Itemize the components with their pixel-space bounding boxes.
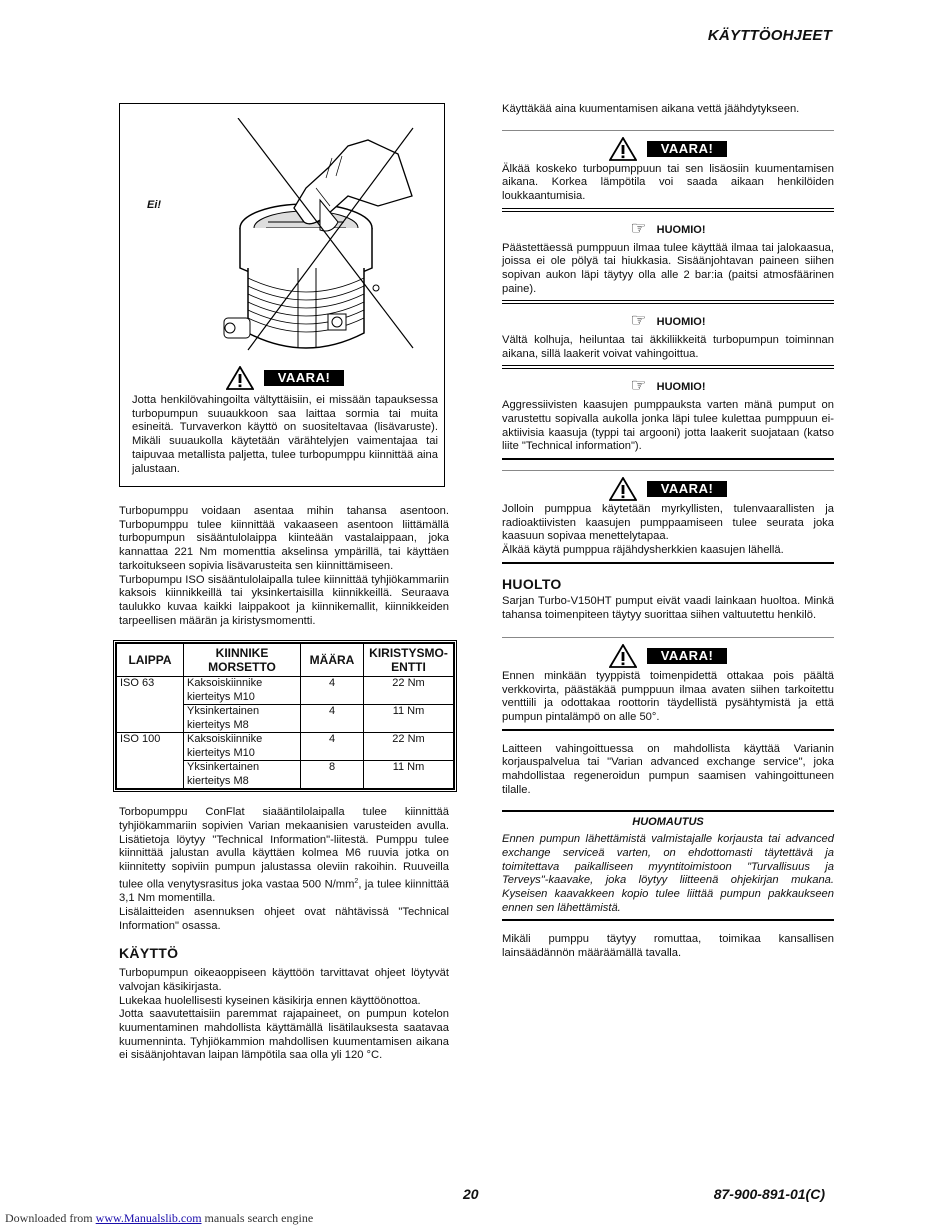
table-cell-type: Kaksoiskiinnike kierteitys M10 — [184, 677, 301, 705]
kaytto-para-2: Lukekaa huolellisesti kyseinen käsikirja ennen käyttöönottoa. — [119, 994, 421, 1007]
ei-label: Ei! — [147, 199, 162, 211]
divider — [502, 458, 834, 460]
table-cell-torque: 11 Nm — [364, 705, 454, 733]
table-cell-type: Yksinkertainen kierteitys M8 — [184, 761, 301, 789]
warning-triangle-icon — [609, 137, 637, 161]
note-2-text: Vältä kolhuja, heiluntaa tai äkkiliikkeitä turbopumpun toiminnan aikana, sillä laakerit voivat vahingoittua. — [502, 334, 834, 360]
table-header-flange: LAIPPA — [117, 644, 184, 677]
kaytto-para-3: Jotta saavutettaisiin paremmat rajapaineet, on pumpun kotelon kuumentaminen mahdollista käyttämällä lisätilauksesta saatavaa kuumenninta. Tyhjiökammion mahdollisen kuumentamisen aikana ei sisäänjohtavan laipan lämpötila saa olla yli 120 °C. — [119, 1008, 449, 1062]
left-column — [119, 103, 449, 1063]
note-2-header — [502, 310, 834, 330]
superscript: 2 — [354, 877, 359, 885]
huolto-text: Sarjan Turbo-V150HT pumput eivät vaadi lainkaan huoltoa. Minkä tahansa toimenpiteen täytyy suorittaa siihen valtuutettu henkilö. — [502, 595, 834, 622]
download-prefix: Downloaded from — [5, 1211, 96, 1225]
warning-badge: VAARA! — [264, 370, 345, 386]
divider — [502, 810, 834, 812]
download-notice — [5, 1211, 313, 1226]
pointing-hand-icon: ☞ — [630, 217, 647, 238]
pump-figure — [119, 103, 445, 487]
divider — [502, 729, 834, 731]
table-cell-qty: 4 — [301, 705, 364, 733]
divider — [502, 365, 834, 369]
note-label: HUOMIO! — [656, 316, 706, 329]
note-label: HUOMIO! — [656, 381, 706, 394]
disposal-text: Mikäli pumppu täytyy romuttaa, toimikaa kansallisen lainsäädännön määräämällä tavalla. — [502, 933, 834, 960]
warning-1-text: Älkää koskeko turbopumppuun tai sen lisäosiin kuumentamisen aikana. Korkea lämpötila voi saada aikaan henkilöiden loukkaantumisia. — [502, 162, 834, 203]
table-row — [117, 733, 454, 761]
left-para-1: Turbopumppu voidaan asentaa mihin tahansa asentoon. Turbopumppu tulee kiinnittää vakaaseen asentoon liittämällä turbopumpun sisääntulolaippa kiinteään vastalaippaan, joka kannattaa 221 Nm momenttia akselinsa ympärillä, tai käyttäen tarkoitukseen sopivia lisävarusteita sen kiinnittämiseen. — [119, 505, 449, 572]
huomautus-text: Ennen pumpun lähettämistä valmistajalle korjausta tai advanced exchange serviceä varten, on ehdottomasti täytettävä ja toimitettava paikalliseen myyntitoimistoon "Turvallisuus ja Terveys"-kaavake, joka löytyy liitteenä ohjekirjan mukana. Kyseisen kaavakkeen kopio tulee liittää pumpun pakkaukseen ennen sen lähettämistä. — [502, 833, 834, 914]
table-cell-torque: 22 Nm — [364, 733, 454, 761]
figure-warning — [132, 366, 438, 476]
kaytto-para-1: Turbopumpun oikeaoppiseen käyttöön tarvittavat ohjeet löytyvät valvojan käsikirjasta. — [119, 967, 449, 993]
left-para-2: Turbopumpu ISO sisääntulolaipalla tulee kiinnittää tyhjiökammariin kaksois kiinnikkeillä tai yksinkertaisilla kiinnikkeillä. Seuraava taulukko kuvaa kaikki laippakoot ja kiinnikemallit, kiinnikkeiden tarpeellisen määrän ja kiristysmomentti. — [119, 573, 449, 627]
divider — [502, 130, 834, 131]
divider — [502, 300, 834, 304]
figure-warning-text: Jotta henkilövahingoilta vältyttäisiin, ei missään tapauksessa turbopumpun suuaukkoon saa laittaa sormia tai muita esineitä. Turvaverkon käyttö on suositeltavaa (lisävaruste). Mikäli suuaukolla käytetään värähtelyjen vaimentajaa tai taipuvaa metallista paljetta, tulee turbopumppu kiinnittää aina jalustaan. — [132, 394, 438, 475]
table-header-qty: MÄÄRA — [301, 644, 364, 677]
varian-service-text: Laitteen vahingoittuessa on mahdollista käyttää Varianin korjauspalvelua tai "Varian advanced exchange service", joka mahdollistaa regeneroidun pumpun saamisen vahingoittuneen tilalle. — [502, 742, 834, 796]
warning-badge: VAARA! — [647, 481, 728, 497]
pointing-hand-icon: ☞ — [630, 375, 647, 396]
pump-illustration — [208, 118, 418, 358]
table-header-clamp: KIINNIKE MORSETTO — [184, 644, 301, 677]
table-header-torque: KIRISTYSMO-ENTTI — [364, 644, 454, 677]
divider — [502, 919, 834, 921]
table-cell-qty: 4 — [301, 733, 364, 761]
table-row — [117, 677, 454, 705]
divider — [502, 562, 834, 564]
left-para-3-b: , ja tulee kiinnittää 3,1 Nm momentilla. — [119, 878, 449, 905]
warning-3-header — [502, 644, 834, 668]
warning-triangle-icon — [226, 366, 254, 390]
section-title-kaytto: KÄYTTÖ — [119, 945, 179, 962]
divider — [502, 637, 834, 638]
right-intro: Käyttäkää aina kuumentamisen aikana vettä jäähdytykseen. — [502, 103, 800, 115]
note-label: HUOMIO! — [656, 223, 706, 236]
left-para-4: Lisälaitteiden asennuksen ohjeet ovat nähtävissä "Technical Information" osassa. — [119, 905, 449, 932]
warning-2-header — [502, 477, 834, 501]
note-3-header — [502, 375, 834, 395]
note-1-text: Päästettäessä pumppuun ilmaa tulee käyttää ilmaa tai jalokaasua, joissa ei ole pölyä tai hiukkasia. Sisäänjohtavan paineen siihen sopivan aukon läpi täytyy olla alle 2 bar:ia (paitsi atmosfäärinen paine). — [502, 241, 834, 295]
page-header-title: KÄYTTÖOHJEET — [707, 27, 832, 44]
table-cell-qty: 8 — [301, 761, 364, 789]
section-title-huolto: HUOLTO — [502, 575, 562, 592]
download-suffix: manuals search engine — [201, 1211, 314, 1225]
divider — [502, 208, 834, 212]
table-cell-torque: 11 Nm — [364, 761, 454, 789]
warning-1-header — [502, 137, 834, 161]
table-cell-torque: 22 Nm — [364, 677, 454, 705]
table-cell-flange: ISO 100 — [117, 733, 184, 789]
document-number: 87-900-891-01(C) — [713, 1186, 825, 1202]
right-column — [502, 103, 834, 961]
warning-badge: VAARA! — [647, 648, 728, 664]
manualslib-link[interactable]: www.Manualslib.com — [95, 1211, 202, 1225]
warning-badge: VAARA! — [647, 141, 728, 157]
warning-2-text-2: Älkää käytä pumppua räjähdysherkkien kaasujen lähellä. — [502, 544, 784, 557]
huomautus-title: HUOMAUTUS — [632, 815, 704, 828]
page-number: 20 — [463, 1186, 479, 1202]
warning-2-text-1: Jolloin pumppua käytetään myrkyllisten, tulenvaarallisten ja radioaktiivisten kaasujen pumppaamiseen tulee seurata joka kaasuun sopivaa menettelytapaa. — [502, 502, 834, 543]
note-1-header — [502, 218, 834, 238]
table-cell-flange: ISO 63 — [117, 677, 184, 733]
figure-warning-header — [132, 366, 438, 390]
table-cell-qty: 4 — [301, 677, 364, 705]
divider — [502, 470, 834, 471]
warning-triangle-icon — [609, 644, 637, 668]
table-cell-type: Yksinkertainen kierteitys M8 — [184, 705, 301, 733]
warning-3-text: Ennen minkään tyyppistä toimenpidettä ottakaa pois päältä verkkovirta, päästäkää pumppuun ilmaa avaten siihen tarkoitettu venttiili ja odottakaa roottorin täydellistä pysähtymistä ja että pumpun pintalämpö on alle 50°. — [502, 669, 834, 723]
table-cell-type: Kaksoiskiinnike kierteitys M10 — [184, 733, 301, 761]
left-para-3 — [119, 806, 449, 906]
pointing-hand-icon: ☞ — [630, 310, 647, 331]
note-3-text: Aggressiivisten kaasujen pumppauksta varten mänä pumput on varustettu sopivalla aukolla jonka läpi tulee kulettaa pumppuun ei-aktiivisia kaasuja (typpi tai argooni) jotta laakerit suojataan (katso liite "Technical information"). — [502, 399, 834, 453]
flange-table — [113, 640, 457, 792]
left-para-3-a: Torbopumppu ConFlat siaääntilolaipalla tulee kiinnittää tyhjiökammariin sopivien Varian mekaanisien varusteiden avulla. Lisätietoja löytyy "Technical Information"-liitestä. Pumppu tulee kiinnittää jalustan avulla käyttäen kolmea M6 ruuvia jotka on kiinnitetty sopiviin pumpun jalustassa oleviin rakoihin. Ruuveilla tulee olla venytysrasitus joka vastaa 500 N/mm — [119, 806, 449, 891]
warning-triangle-icon — [609, 477, 637, 501]
